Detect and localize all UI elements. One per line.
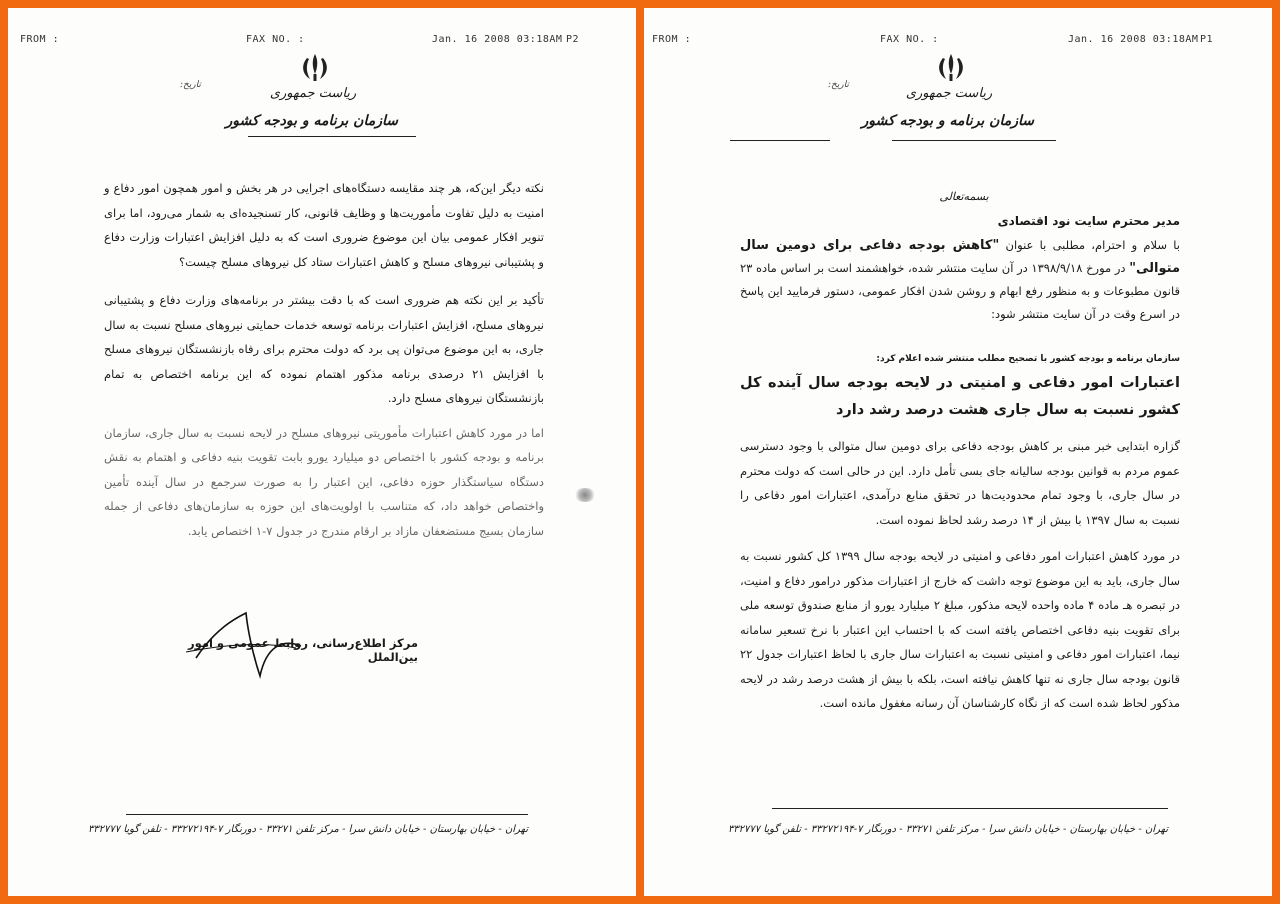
header-rule	[892, 140, 1056, 141]
fax-from: FROM :	[20, 34, 60, 45]
fax-number: FAX NO. :	[880, 34, 939, 45]
org-line-presidency: ریاست جمهوری	[269, 86, 357, 101]
signature-unit: مرکز اطلاع‌رسانی، روابط عمومی و امور بین‌الملل	[188, 636, 418, 664]
addressee: مدیر محترم سایت نود اقتصادی	[997, 214, 1180, 228]
date-label: تاریخ:	[828, 80, 849, 90]
body-paragraph: گزاره ابتدایی خبر مبنی بر کاهش بودجه دفاعی برای دومین سال متوالی با وجود دسترسی عموم مردم به قوانین بودجه سالیانه جای بسی تأمل دارد. این در حالی است که دولت محترم در سال جاری، با وجود تمام محدودیت‌ها در تحقق منابع درآمدی، اعتبارات امور دفاعی را نسبت به سال ۱۳۹۷ با بیش از ۱۴ درصد رشد لحاظ نموده است.	[740, 439, 1180, 527]
body-paragraph: اما در مورد کاهش اعتبارات مأموریتی نیروهای مسلح در لایحه نسبت به سال جاری، سازمان برنامه و بودجه کشور با اختصاص دو میلیارد یورو بابت تقویت بنیه دفاعی و اهتمام به نقش دستگاه سیاستگذار حوزه دفاعی، این اعتبار را به صورت سرجمع در سال آینده تأمین واختصاص خواهد داد، که متناسب با اولویت‌های این حوزه به سازمان‌های دفاعی از جمله سازمان بسیج مستضعفان مازاد بر ارقام مندرج در جدول ۷-۱ اختصاص یابد.	[104, 425, 544, 538]
fax-page-1	[644, 8, 1272, 896]
fax-page-number: P1	[1200, 34, 1214, 45]
body-paragraph: تأکید بر این نکته هم ضروری است که با دقت بیشتر در برنامه‌های وزارت دفاع و پشتیبانی نیروهای مسلح، افزایش اعتبارات برنامه توسعه خدمات حمایتی نیروهای مسلح نسبت به سال جاری، به این موضوع می‌توان پی برد که دولت محترم برای رفاه بازنشستگان نیروهای مسلح با افزایش ۲۱ درصدی برنامه مذکور اهتمام نموده که این برنامه اختصاص به تمام بازنشستگان نیروهای مسلح دارد.	[104, 293, 544, 405]
intro-paragraph	[740, 234, 1180, 326]
body-paragraph: نکته دیگر این‌که، هر چند مقایسه دستگاه‌های اجرایی در هر بخش و امور همچون امور دفاع و امنیت به دلیل تفاوت مأموریت‌ها و وظایف قانونی، کار تسنجیده‌ای به شمار می‌رود، اما برای تنویر افکار عمومی بیان این موضوع ضروری است که به دلیل افزایش اعتبارات وزارت دفاع و پشتیبانی نیروهای مسلح و کاهش اعتبارات ستاد کل نیروهای مسلح چیست؟	[104, 181, 544, 269]
footer-address: تهران - خیابان بهارستان - خیابان دانش سرا - مرکز تلفن ۳۳۲۷۱ - دورنگار ۷-۳۳۲۷۲۱۹۴ - تلفن گویا ۳۳۲۷۷۷	[87, 824, 528, 835]
letter-body	[104, 176, 544, 543]
org-line-presidency: ریاست جمهوری	[905, 86, 993, 101]
fax-number: FAX NO. :	[246, 34, 305, 45]
fax-page-2	[8, 8, 636, 896]
header-rule	[248, 136, 416, 137]
letter-body	[740, 434, 1180, 716]
fax-datetime: Jan. 16 2008 03:18AM	[1068, 34, 1199, 45]
fax-datetime: Jan. 16 2008 03:18AM	[432, 34, 563, 45]
headline: اعتبارات امور دفاعی و امنیتی در لایحه بودجه سال آینده کل کشور نسبت به سال جاری هشت درصد رشد دارد	[740, 375, 1180, 418]
emblem-icon	[934, 52, 968, 82]
date-label: تاریخ:	[180, 80, 201, 90]
fax-from: FROM :	[652, 34, 692, 45]
footer-rule	[772, 808, 1168, 809]
footer-rule	[126, 814, 528, 815]
header-rule	[730, 140, 830, 141]
bismillah: بسمه‌تعالی	[939, 190, 989, 203]
intro-prefix: با سلام و احترام، مطلبی با عنوان	[999, 238, 1180, 252]
body-paragraph: در مورد کاهش اعتبارات امور دفاعی و امنیتی در لایحه بودجه سال ۱۳۹۹ کل کشور نسبت به سال جاری، باید به این موضوع توجه داشت که خارج از اعتبارات مذکور درامور دفاع و امنیت، در تبصره هـ ماده ۴ ماده واحده لایحه مذکور، مبلغ ۲ میلیارد یورو از منابع صندوق توسعه ملی برای تقویت بنیه دفاعی اختصاص یافته است که با احتساب این اعتبار با نرخ تسعیر سامانه نیما، اعتبارات امور دفاعی و امنیتی نسبت به اعتبارات سال جاری با لحاظ اعتبارات جدول ۲۲ قانون بودجه سال جاری نه تنها کاهش نیافته است، بلکه با بیش از هشت درصد رشد در لایحه مذکور لحاظ شده است که از نگاه کارشناسان آن رسانه مغفول مانده است.	[740, 549, 1181, 710]
footer-address: تهران - خیابان بهارستان - خیابان دانش سرا - مرکز تلفن ۳۳۲۷۱ - دورنگار ۷-۳۳۲۷۲۱۹۴ - تلفن گویا ۳۳۲۷۷۷	[727, 824, 1168, 835]
scan-smudge	[574, 488, 596, 502]
org-line-budget-org: سازمان برنامه و بودجه کشور	[225, 113, 398, 129]
emblem-icon	[298, 52, 332, 82]
intro-body: در مورخ ۱۳۹۸/۹/۱۸ در آن سایت منتشر شده، خواهشمند است بر اساس ماده ۲۳ قانون مطبوعات و به منظور رفع ابهام و روشن شدن افکار عمومی، دستور فرمایید این پاسخ در اسرع وقت در آن سایت منتشر شود:	[740, 261, 1180, 321]
subheading: سازمان برنامه و بودجه کشور با تصحیح مطلب منتشر شده اعلام کرد:	[876, 354, 1180, 364]
fax-page-number: P2	[566, 34, 580, 45]
org-line-budget-org: سازمان برنامه و بودجه کشور	[861, 113, 1034, 129]
intro-article-title: "کاهش بودجه دفاعی برای دومین سال متوالی"	[740, 238, 1180, 276]
